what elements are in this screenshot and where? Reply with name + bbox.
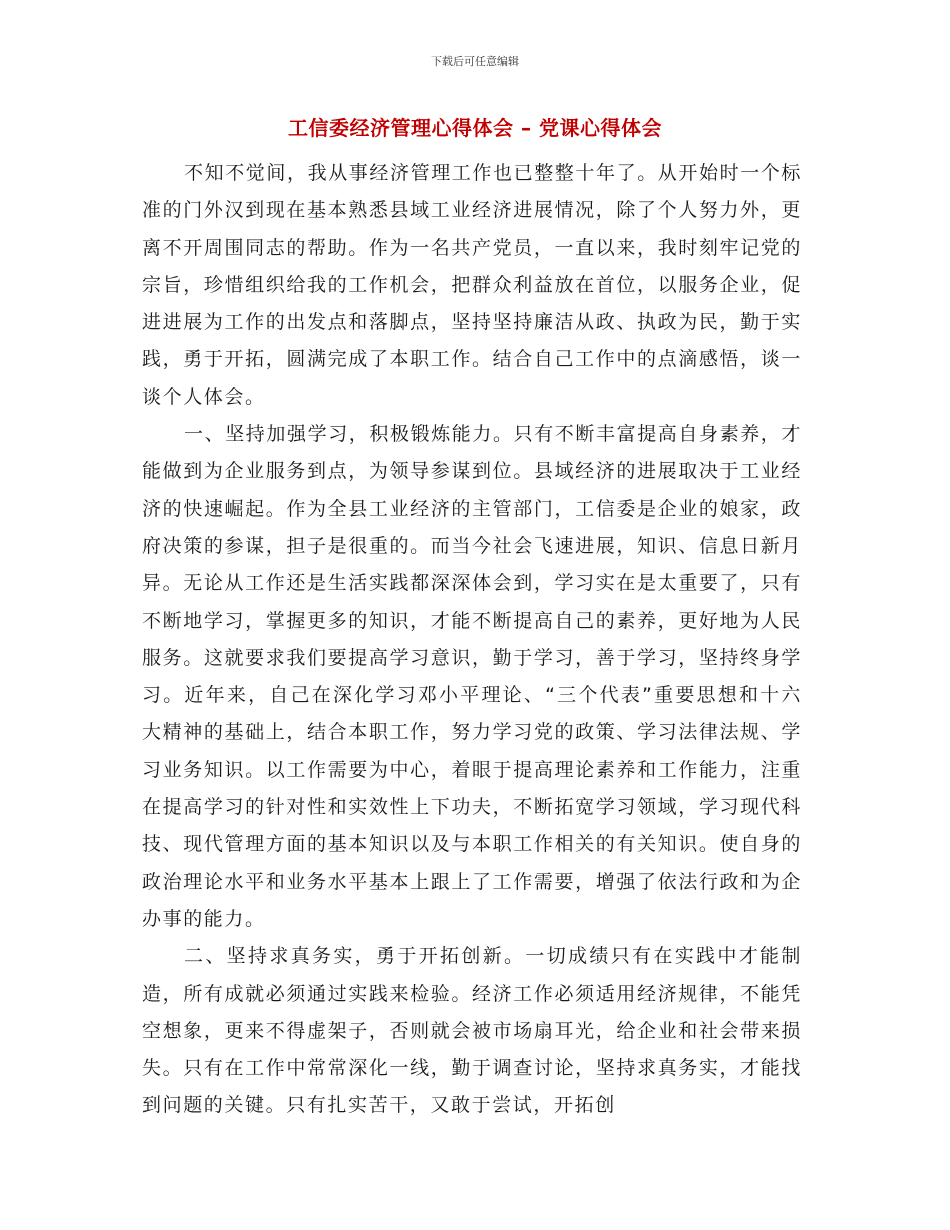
body-paragraph-intro: 不知不觉间，我从事经济管理工作也已整整十年了。从开始时一个标准的门外汉到现在基本熟悉县域工业经济进展情况，除了个人努力外，更离不开周围同志的帮助。作为一名共产党员，一直以来，我时刻牢记党的宗旨，珍惜组织给我的工作机会，把群众利益放在首位，以服务企业，促进进展为工作的出发点和落脚点，坚持坚持廉洁从政、执政为民，勤于实践，勇于开拓，圆满完成了本职工作。结合自己工作中的点滴感悟，谈一谈个人体会。 [142,162,803,408]
document-title: 工信委经济管理心得体会 – 党课心得体会 [288,116,662,140]
page-header-note: 下载后可任意编辑 [431,55,519,68]
body-paragraph-practice: 二、坚持求真务实，勇于开拓创新。一切成绩只有在实践中才能制造，所有成就必须通过实践来检验。经济工作必须适用经济规律，不能凭空想象，更来不得虚架子，否则就会被市场扇耳光，给企业和社会带来损失。只有在工作中常常深化一线，勤于调查讨论，坚持求真务实，才能找到问题的关键。只有扎实苦干，又敢于尝试，开拓创 [142,945,802,1117]
document-body [142,155,802,1125]
body-paragraph-study: 一、坚持加强学习，积极锻炼能力。只有不断丰富提高自身素养，才能做到为企业服务到点，为领导参谋到位。县域经济的进展取决于工业经济的快速崛起。作为全县工业经济的主管部门，工信委是企业的娘家，政府决策的参谋，担子是很重的。而当今社会飞速进展，知识、信息日新月异。无论从工作还是生活实践都深深体会到，学习实在是太重要了，只有不断地学习，掌握更多的知识，才能不断提高自己的素养，更好地为人民服务。这就要求我们要提高学习意识，勤于学习，善于学习，坚持终身学习。近年来，自己在深化学习邓小平理论、“三个代表”重要思想和十六大精神的基础上，结合本职工作，努力学习党的政策、学习法律法规、学习业务知识。以工作需要为中心，着眼于提高理论素养和工作能力，注重在提高学习的针对性和实效性上下功夫，不断拓宽学习领域，学习现代科技、现代管理方面的基本知识以及与本职工作相关的有关知识。使自身的政治理论水平和业务水平基本上跟上了工作需要，增强了依法行政和为企办事的能力。 [142,423,803,930]
